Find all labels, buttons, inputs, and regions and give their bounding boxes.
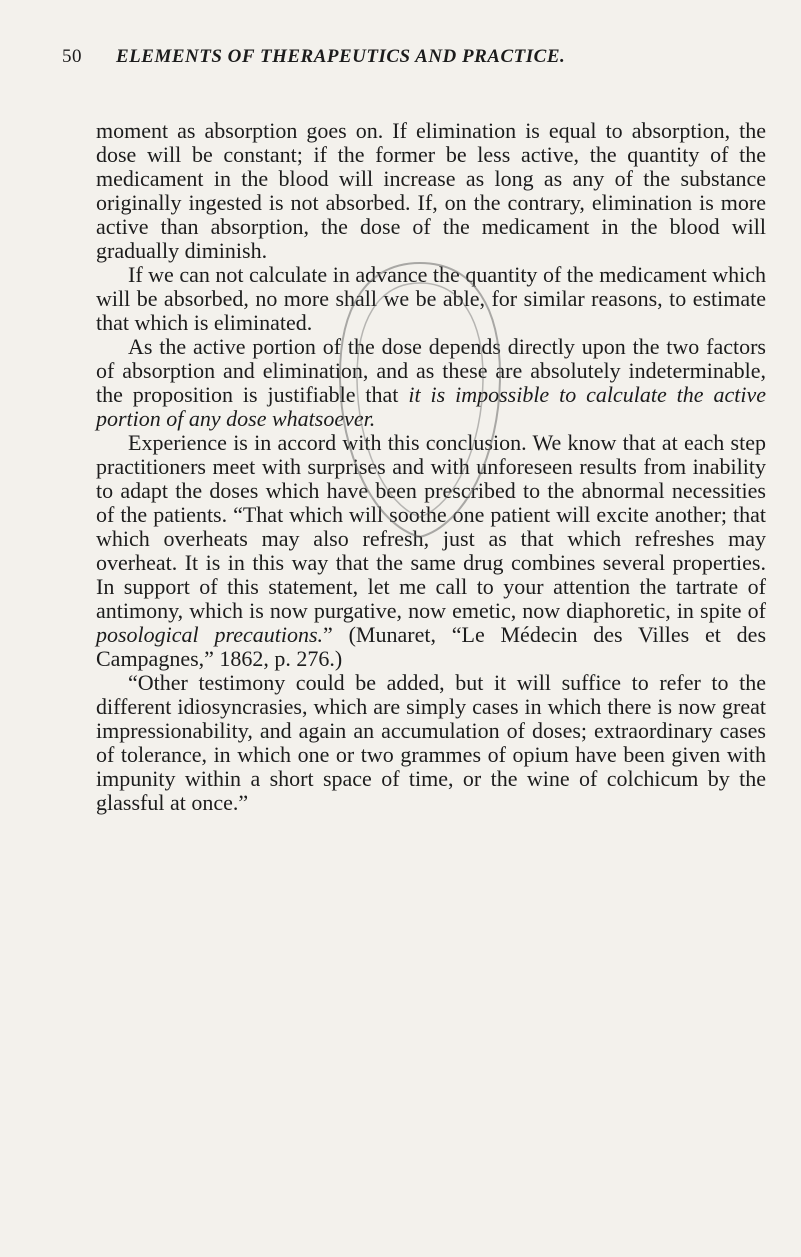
running-head-title: ELEMENTS OF THERAPEUTICS AND PRACTICE. — [116, 46, 566, 67]
paragraph-2: If we can not calculate in advance the quantity of the medicament which will be absorbed, no more shall we be able, for similar reasons, to estimate that which is eliminated. — [96, 262, 766, 335]
conclusion-emphasis: it is impossible to calculate the active portion of any dose whatsoever. — [96, 382, 766, 431]
running-header — [62, 46, 760, 68]
citation: ” (Munaret, “Le Médecin des Villes et des Campagnes,” 1862, p. 276.) — [96, 622, 766, 671]
paragraph-4-text: Experience is in accord with this conclusion. We know that at each step practitioners meet with surprises and with unforeseen results from inability to adapt the doses which have been prescribed to the abnormal necessities of the patients. “That which will soothe one patient will excite another; that which overheats may also refresh, just as that which refreshes may overheat. It is in this way that the same drug combines several properties. In support of this statement, let me call to your attention the tartrate of antimony, which is now purgative, now emetic, now diaphoretic, in spite of — [96, 430, 766, 623]
paragraph-3-text: As the active portion of the dose depends directly upon the two factors of absorption and elimination, and as these are absolutely indeterminable, the proposition is justifiable that — [96, 334, 766, 407]
paragraph-5: “Other testimony could be added, but it will suffice to refer to the different idiosyncrasies, which are simply cases in which there is now great impressionability, and again an accumulation of doses; extraordinary cases of tolerance, in which one or two grammes of opium have been given with impunity within a short space of time, or the wine of colchicum by the glassful at once.” — [96, 670, 766, 815]
paragraph-4 — [96, 431, 766, 671]
body-text — [96, 119, 766, 815]
page-number: 50 — [62, 46, 82, 67]
paragraph-3 — [96, 335, 766, 431]
precautions-emphasis: posological precautions. — [96, 622, 324, 647]
paragraph-1: moment as absorption goes on. If elimination is equal to absorption, the dose will be constant; if the former be less active, the quantity of the medicament in the blood will increase as long as any of the substance originally ingested is not absorbed. If, on the contrary, elimination is more active than absorption, the dose of the medicament in the blood will gradually diminish. — [96, 118, 766, 263]
